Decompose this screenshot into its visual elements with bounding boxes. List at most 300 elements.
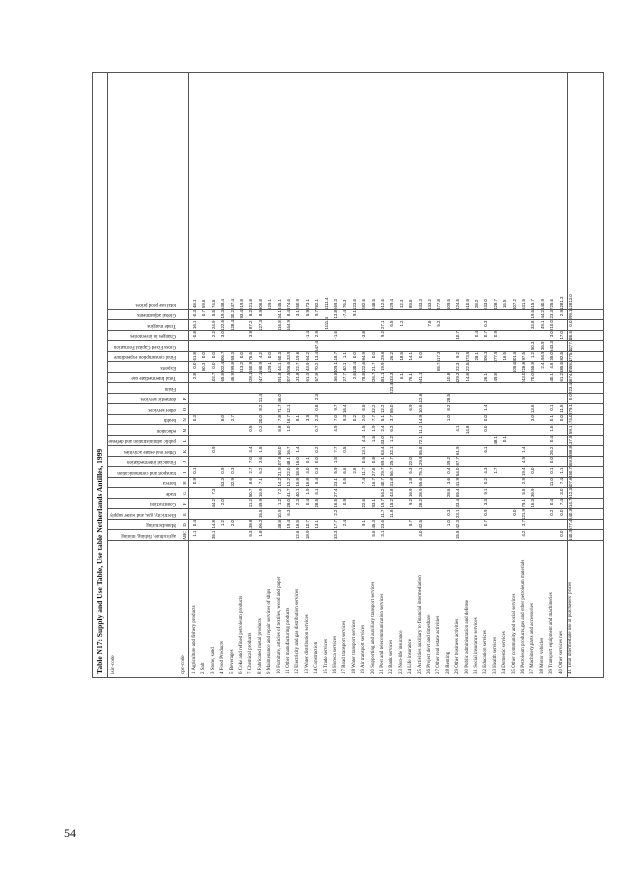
table-cell: 4.4 (248, 446, 254, 453)
column-code: N (182, 418, 187, 422)
table-cell: 56.7 (389, 467, 395, 477)
table-cell: 0.5 (342, 478, 348, 485)
table-cell: 313.2 (239, 362, 244, 373)
table-cell: 59.3 (229, 352, 235, 361)
table-cell: 16.7 (286, 446, 291, 456)
table-cell: 4.6 (549, 362, 555, 369)
table-cell: 60.3 (201, 362, 207, 372)
table-cell: 1.1 (192, 530, 197, 537)
table-cell: 21.7 (370, 362, 376, 372)
table-cell: 515.7 (530, 299, 536, 310)
table-cell: 428.7 (492, 299, 498, 310)
table-cell: 43.9 (304, 362, 310, 372)
table-cell: 477.8 (436, 299, 442, 310)
table-cell: 11.8 (389, 509, 395, 518)
column-divider (107, 330, 603, 331)
table-cell: 22.3 (455, 362, 461, 372)
table-cell: 223.4 (389, 383, 395, 394)
table-cell: 0.9 (342, 499, 348, 506)
table-cell: 0.3 (483, 320, 489, 327)
table-cell: 190.9 (257, 362, 263, 373)
table-cell: 2.7 (229, 415, 235, 422)
table-cell: 510.8 (464, 299, 470, 310)
table-cell: 0.8 (370, 457, 376, 464)
table-cell: 3.7 (389, 415, 395, 422)
table-cell: 1111.4 (323, 297, 329, 310)
table-cell: 0.2 (314, 446, 320, 453)
table-cell: 0.7 (483, 520, 489, 527)
table-cell: 8.4 (286, 310, 291, 317)
table-cell: 1281.3 (558, 296, 564, 310)
table-cell: 0.4 (549, 436, 555, 443)
table-cell: 7.8 (276, 415, 282, 422)
table-cell: 71.7 (276, 404, 282, 414)
rotated-table-frame (92, 72, 604, 678)
table-cell: 223.4 (568, 383, 573, 394)
table-cell: 0.0 (558, 415, 564, 422)
table-cell: 301.5 (511, 351, 517, 363)
table-cell: 121.9 (521, 509, 526, 520)
column-divider (107, 372, 603, 373)
table-cell: 64.2 (304, 352, 310, 361)
table-cell: 5.5 (521, 488, 526, 495)
table-cell: 0.1 (549, 415, 555, 422)
row-label: 25 Activities auxiliary to financial intermediation (417, 575, 423, 674)
row-label: 26 Project devt and timeshare (427, 614, 432, 674)
table-cell: 38.8 (276, 520, 282, 529)
table-cell: 345.1 (276, 299, 282, 310)
table-cell: 8.8 (276, 425, 282, 432)
table-cell: 5.2 (436, 320, 442, 327)
table-cell: 29.7 (380, 467, 385, 477)
table-cell: 50.7 (248, 488, 254, 498)
table-cell: 0.1 (549, 467, 555, 474)
column-divider (107, 309, 603, 310)
table-cell: 2.7 (248, 467, 254, 474)
column-code: L (182, 439, 187, 443)
table-cell: 21.9 (276, 467, 282, 477)
table-cell: 4.2 (257, 352, 263, 359)
row-label: 39 Transport equipment and machineries (549, 592, 555, 674)
table-cell: 65.4 (455, 488, 461, 498)
column-divider (107, 477, 603, 478)
table-cell: 0.7 (483, 331, 489, 338)
row-label: 12 Electricity and gas distribution services (295, 588, 301, 674)
column-divider (107, 362, 603, 363)
table-cell: 379.1 (568, 404, 573, 415)
table-cell: 12.1 (286, 404, 291, 414)
column-code: P (182, 397, 187, 401)
table-cell: 118.7 (333, 351, 338, 363)
table-cell: 3.9 (304, 415, 310, 422)
table-cell: 0.0 (568, 320, 573, 327)
table-cell: 55.6 (417, 478, 423, 487)
table-cell: 6.3 (286, 509, 291, 516)
table-cell: 11.7 (380, 509, 385, 518)
table-cell: 14.8 (464, 373, 470, 382)
column-divider (107, 425, 603, 426)
table-cell: 2.0 (220, 499, 226, 506)
table-cell: 18.9 (295, 467, 301, 477)
table-cell: 2.2 (210, 331, 216, 338)
table-cell: 55.0 (389, 404, 395, 414)
table-cell: 18.5 (398, 352, 404, 361)
table-cell: 22.6 (361, 499, 367, 508)
column-header: education (156, 428, 176, 433)
table-cell: 2.4 (380, 425, 385, 432)
table-cell: 70.2 (314, 362, 320, 372)
table-cell: 210.0 (549, 320, 555, 331)
table-cell: -7.4 (342, 310, 348, 318)
table-cell: 13.4 (314, 352, 320, 361)
table-cell: 8.0 (220, 415, 226, 422)
table-cell: 28.2 (474, 299, 479, 309)
table-cell: 60.3 (276, 352, 282, 361)
row-label: 21 Post and telecommunication services (380, 593, 385, 674)
table-cell: 424.5 (455, 299, 461, 310)
table-cell: 110.8 (445, 372, 451, 384)
table-cell: 247.4 (229, 299, 235, 310)
table-cell: 63.4 (380, 446, 385, 456)
table-cell: 9.1 (351, 310, 357, 317)
table-cell: 6.2 (257, 467, 263, 474)
column-header: Global adjustments (137, 312, 176, 318)
table-cell: 13.1 (314, 520, 320, 529)
table-cell: 35.1 (210, 530, 216, 540)
table-cell: 533.3 (389, 372, 395, 384)
row-label: 27 Other real estate activities (436, 615, 442, 674)
row-label: 38 Motor vehicles (539, 637, 545, 674)
page-number: 54 (64, 826, 76, 840)
row-label: 6 Coke and refined petroleum products (239, 595, 244, 674)
table-cell: 4674.7 (568, 370, 573, 384)
row-label: 32 Education services (483, 630, 489, 674)
table-cell: 55.8 (417, 446, 423, 456)
table-cell: 42.5 (417, 520, 423, 529)
table-cell: 1.9 (304, 488, 310, 495)
table-cell: 473.5 (464, 351, 470, 363)
table-cell: 0.0 (210, 352, 216, 359)
row-label: 29 Other business activities (455, 618, 461, 674)
row-label: 16 Horeca services (333, 635, 338, 674)
table-cell: 407.6 (568, 477, 573, 489)
table-cell: 0.4 (474, 331, 479, 338)
table-cell: 7.0 (333, 415, 338, 422)
table-cell: 2.0 (361, 415, 367, 422)
table-cell: 647.4 (314, 341, 320, 352)
table-cell: 226.7 (370, 372, 376, 384)
table-cell: 2.8 (192, 373, 197, 380)
table-cell: 512.6 (380, 299, 385, 310)
table-cell: 27.1 (380, 320, 385, 330)
table-cell: 6.3 (389, 425, 395, 432)
column-code: ABC (182, 530, 187, 541)
table-cell: 3.3 (483, 499, 489, 506)
column-code: J (182, 461, 187, 463)
table-cell: 2.9 (558, 310, 564, 317)
table-cell: 8.1 (295, 415, 301, 422)
table-cell: 0.3 (314, 467, 320, 474)
table-cell: 76.1 (408, 373, 414, 382)
column-header: public administration and defense (108, 438, 176, 444)
table-cell: 6.6 (342, 467, 348, 474)
table-cell: 5.4 (314, 478, 320, 485)
column-header: Final consumption expenditure (113, 354, 176, 360)
column-divider (107, 498, 603, 499)
table-cell: 28.2 (417, 499, 423, 508)
table-cell: 529.4 (389, 299, 395, 310)
column-code: O (182, 407, 187, 412)
table-cell: -0.8 (192, 331, 197, 339)
table-title: Table N17: Supply and Use Table, Use table Netherlands Antilles, 1999 (93, 73, 108, 677)
table-cell: 27.4 (333, 488, 338, 498)
table-cell: 48.1 (492, 436, 498, 445)
table-cell: 3.9 (248, 331, 254, 338)
table-cell: 46.0 (276, 394, 282, 403)
table-cell: 1.2 (530, 352, 536, 359)
table-cell: 129.1 (267, 362, 273, 373)
table-cell: 32.9 (229, 478, 235, 487)
table-cell: 1.5 (370, 436, 376, 443)
table-cell: 3775.0 (568, 349, 573, 363)
table-cell: 377.9 (492, 351, 498, 363)
table-cell: 19.4 (286, 520, 291, 529)
table-cell: 140.9 (539, 299, 545, 310)
table-cell: 1.5 (257, 446, 263, 453)
table-cell: 138.8 (248, 519, 254, 531)
row-label: 18 Water transport services (351, 619, 357, 674)
table-cell: 89.5 (408, 299, 414, 309)
row-label: 15 Trade services (323, 639, 329, 674)
table-cell: 9.1 (483, 488, 489, 495)
table-cell: 5.5 (210, 310, 216, 317)
row-label: 4 Food Products (220, 641, 226, 674)
row-label: 28 Renting (445, 651, 451, 674)
table-cell: 6.1 (483, 446, 489, 453)
table-cell: 16.1 (192, 320, 197, 330)
table-cell: 725.6 (549, 299, 555, 310)
table-cell: 16.7 (286, 415, 291, 424)
row-label: 22 Bank services (389, 639, 395, 674)
table-cell: 61.2 (558, 373, 564, 382)
table-cell: 2.3 (314, 415, 320, 422)
table-cell: -0.3 (192, 310, 197, 318)
table-cell: 0.0 (530, 467, 536, 474)
row-label: 17 Road transport services (342, 620, 348, 674)
table-cell: 7.8 (427, 320, 432, 327)
table-cell: 173.1 (304, 299, 310, 310)
table-cell: 512.3 (568, 488, 573, 499)
column-header: horeca (162, 480, 176, 486)
table-cell: 16.9 (257, 488, 263, 498)
table-cell: 137.5 (568, 435, 573, 447)
column-header: Financial intermediation (126, 459, 176, 465)
table-cell: 11.2 (248, 499, 254, 508)
table-cell: 1.8 (408, 478, 414, 485)
table-cell: 119.6 (295, 351, 301, 363)
column-divider (107, 488, 603, 489)
column-code: I (182, 471, 187, 474)
table-cell: 4.9 (521, 457, 526, 464)
table-cell: 9.2 (455, 352, 461, 359)
column-code: M (182, 428, 187, 433)
table-cell: 4.0 (304, 467, 310, 474)
column-divider (107, 320, 603, 321)
table-cell: 27.7 (342, 373, 348, 382)
table-cell: 10.9 (276, 509, 282, 519)
table-cell: 116.8 (276, 320, 282, 331)
table-cell: 14.1 (408, 352, 414, 361)
table-cell: 76.3 (342, 299, 348, 309)
table-header (108, 73, 189, 677)
table-cell: 0.4 (192, 520, 197, 527)
table-cell: 31.8 (389, 478, 395, 487)
table-cell: 12813.0 (568, 294, 573, 310)
row-label: 1 Agriculture and fishery products (192, 605, 197, 674)
table-cell: 247.1 (257, 372, 263, 384)
table-cell: 0.8 (314, 404, 320, 411)
corner-isic-code: isic-code (110, 655, 116, 674)
table-cell: 23.3 (549, 310, 555, 319)
table-cell: 16.8 (304, 478, 310, 487)
table-cell: 50.3 (530, 341, 536, 351)
table-cell: 15.8 (295, 478, 301, 487)
table-cell: 156.8 (333, 372, 338, 384)
column-divider (107, 383, 603, 384)
column-header: agriculture, fishing, mining (121, 533, 176, 538)
table-cell: 56.0 (276, 446, 282, 456)
table-cell: 3.0 (558, 488, 564, 495)
table-cell: 219.8 (239, 299, 244, 310)
table-cell: 17.7 (333, 520, 338, 529)
table-cell: 306.7 (220, 351, 226, 363)
table-cell: 8.2 (248, 310, 254, 317)
table-cell: 48.1 (192, 299, 197, 309)
table-cell: 44.2 (539, 310, 545, 319)
column-divider (107, 404, 603, 405)
table-cell: 306.8 (257, 299, 263, 310)
table-cell: 399.1 (568, 309, 573, 321)
table-cell: 0.0 (192, 362, 197, 369)
table-cell: 5.9 (333, 467, 338, 474)
table-cell: 27.6 (370, 467, 376, 477)
table-cell: 19.9 (380, 362, 385, 372)
table-cell: 543.3 (549, 341, 555, 352)
table-cell: 1.0 (445, 415, 451, 422)
use-table (93, 73, 603, 677)
table-cell: 233.0 (483, 299, 489, 310)
table-cell: 33.0 (380, 436, 385, 445)
table-cell: 40.1 (342, 362, 348, 372)
table-cell: 45.3 (370, 520, 376, 529)
table-cell: 0.3 (192, 415, 197, 422)
row-label: 8 Fabricated metal products (257, 618, 263, 674)
table-cell: 228.8 (521, 362, 526, 373)
table-cell: -1.4 (304, 331, 310, 339)
table-cell: 7.2 (276, 488, 282, 495)
row-label: 34 Domestic services (502, 631, 508, 674)
table-cell: 7.4 (361, 478, 367, 485)
table-cell: 0.0 (417, 352, 423, 359)
table-cell: 9.7 (314, 310, 320, 317)
table-cell: 112.6 (417, 393, 423, 405)
table-cell: 12.2 (380, 404, 385, 414)
table-cell: 49.9 (257, 499, 263, 508)
table-cell: 23.1 (455, 509, 461, 519)
table-cell: 1.7 (492, 467, 498, 474)
table-cell: 16.0 (295, 457, 301, 466)
column-header: Manufacturing (146, 522, 176, 528)
table-cell: 3.6 (445, 478, 451, 485)
table-cell: 30.2 (229, 310, 235, 319)
table-cell: -1.6 (333, 331, 338, 339)
table-cell: 2.3 (314, 394, 320, 401)
table-cell: 123.6 (351, 299, 357, 310)
table-cell: 0.5 (361, 457, 367, 464)
table-cell: -1111.4 (323, 317, 329, 331)
table-cell: 1.9 (370, 425, 376, 432)
table-cell: 2.6 (351, 373, 357, 380)
table-cell: 221.8 (248, 299, 254, 310)
table-cell: 13.6 (530, 404, 536, 414)
table-cell: 538.4 (220, 299, 226, 310)
column-header: trade (166, 491, 176, 496)
table-cell: 4.2 (521, 530, 526, 537)
table-cell: 2.4 (539, 362, 545, 369)
table-cell: 0.3 (445, 509, 451, 516)
row-label: 31 Social insurance services (474, 617, 479, 674)
table-cell: 23.1 (333, 478, 338, 487)
table-cell: 107.5 (276, 456, 282, 468)
table-cell: 106.2 (257, 519, 263, 531)
table-cell: 32.2 (370, 404, 376, 414)
table-cell: 130.4 (351, 362, 357, 373)
table-cell: 0.9 (492, 331, 498, 338)
table-cell: 1.8 (257, 530, 263, 537)
column-header: Exports (160, 365, 176, 370)
table-cell: 782.1 (314, 299, 320, 310)
row-label: 35 Other community and social services (511, 593, 517, 674)
table-cell: 2.2 (333, 509, 338, 516)
table-cell: 4.0 (417, 530, 423, 537)
table-cell: 0.0 (201, 352, 207, 359)
table-cell: 1.1 (342, 352, 348, 359)
table-cell: 61.8 (192, 352, 197, 361)
table-cell: 127.3 (257, 320, 263, 331)
table-cell: 0.0 (549, 457, 555, 464)
table-cell: 41.7 (286, 488, 291, 498)
total-row-divider (567, 73, 568, 677)
table-cell: 514.7 (568, 498, 573, 510)
table-cell: 9.3 (342, 415, 348, 422)
table-cell: 0.0 (568, 394, 573, 401)
table-cell: 5.1 (380, 415, 385, 422)
table-cell: 5.6 (370, 530, 376, 537)
column-header: total use prod prices (135, 302, 176, 307)
table-cell: 2.0 (229, 520, 235, 527)
row-label: 37 Machinery,parts and accessories (530, 603, 536, 674)
table-cell: 35.0 (549, 352, 555, 361)
table-cell: 16.3 (530, 499, 536, 508)
table-cell: 65.7 (436, 362, 442, 372)
table-cell: 26.5 (568, 331, 573, 340)
table-cell: 28.5 (314, 499, 320, 508)
table-cell: 46.9 (229, 373, 235, 382)
column-code: H (182, 481, 187, 485)
column-header: Gross Fixed Capital Formation (113, 344, 176, 349)
table-cell: 129.9 (417, 456, 423, 468)
table-cell: 577.4 (568, 519, 573, 531)
